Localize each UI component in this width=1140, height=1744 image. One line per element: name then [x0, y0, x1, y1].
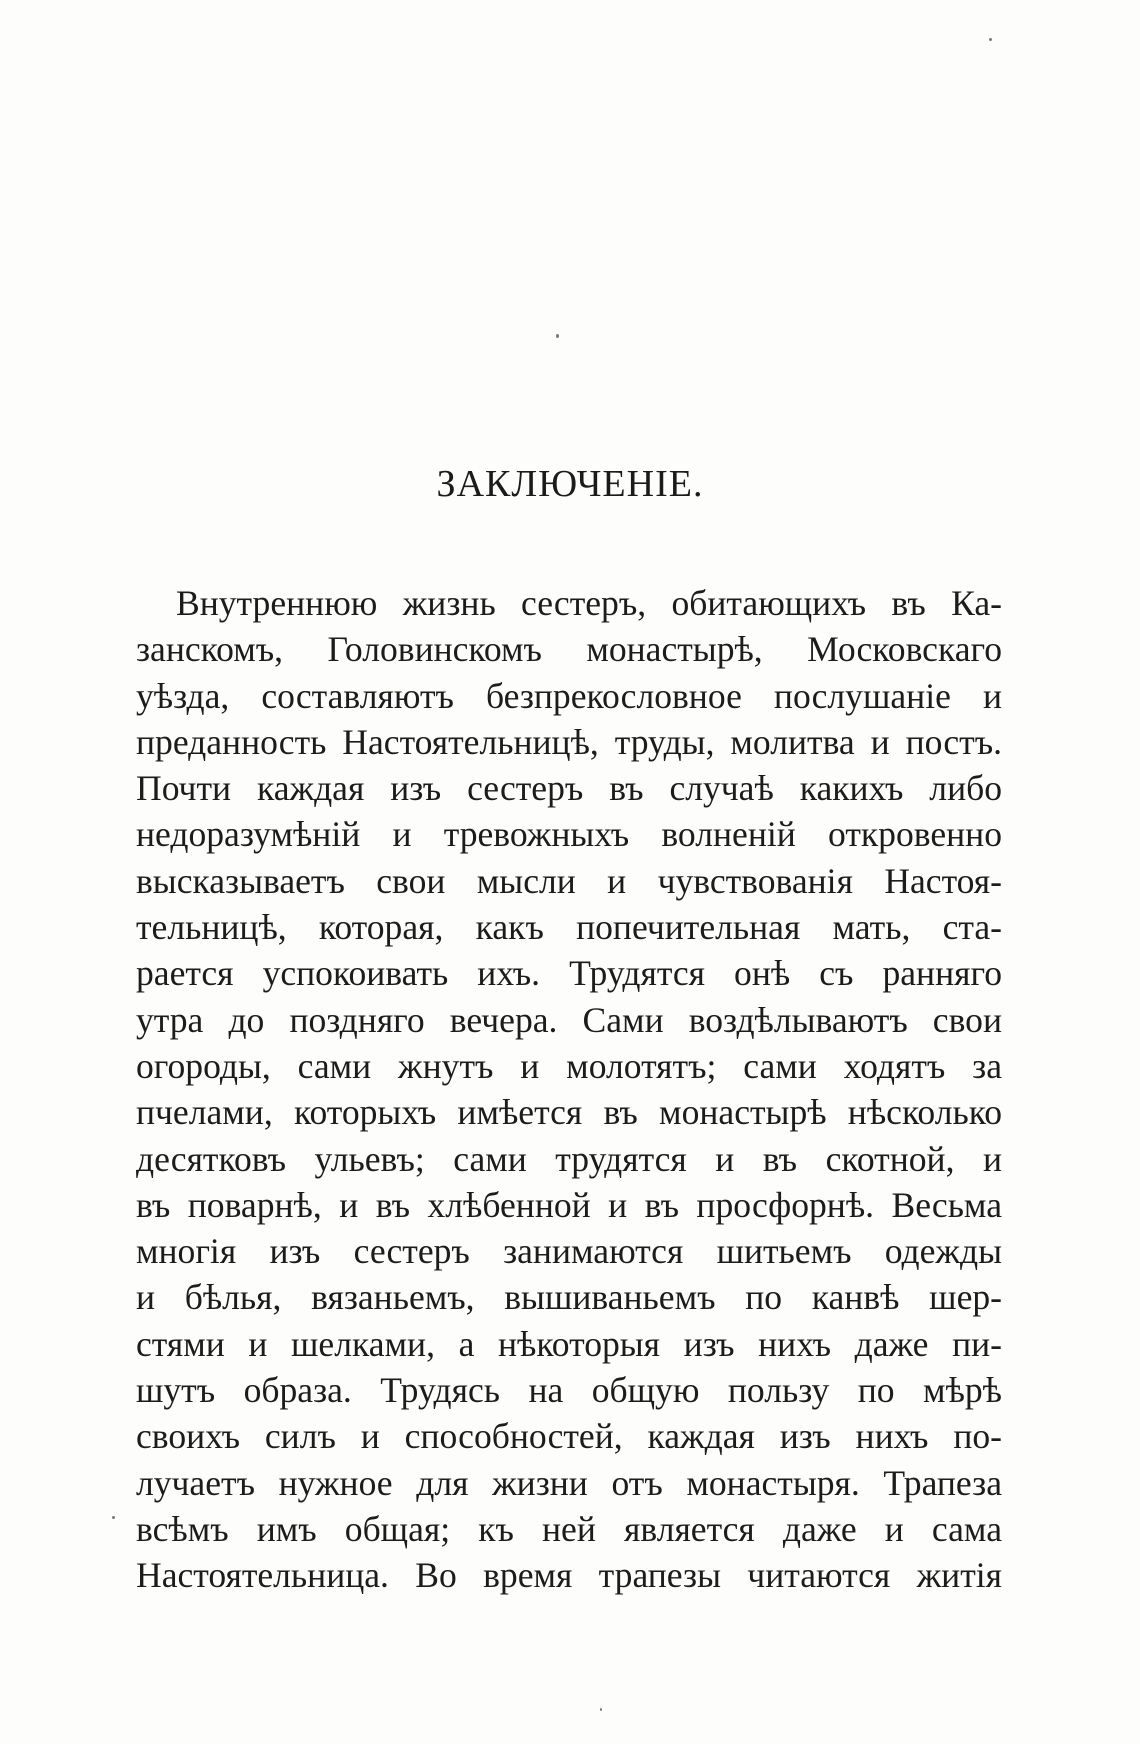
text-line: рается успокоивать ихъ. Трудятся онѣ съ ранняго [136, 953, 1002, 994]
text-line: Внутреннюю жизнь сестеръ, обитающихъ въ Ка- [176, 583, 1002, 623]
text-line: утра до поздняго вечера. Сами воздѣлываютъ свои [136, 999, 1002, 1040]
text-line: уѣзда, составляютъ безпрекословное послушаніе и [136, 675, 1002, 716]
text-line: недоразумѣній и тревожныхъ волненій откровенно [136, 814, 1002, 855]
text-line: всѣмъ имъ общая; къ ней является даже и сама [136, 1508, 1002, 1549]
text-line: высказываетъ свои мысли и чувствованія Настоя- [136, 860, 1002, 901]
text-line: Настоятельница. Во время трапезы читаются житія [136, 1555, 1002, 1596]
text-line: своихъ силъ и способностей, каждая изъ нихъ по- [136, 1416, 1002, 1457]
chapter-heading: ЗАКЛЮЧЕНІЕ. [436, 463, 704, 505]
text-line: пчелами, которыхъ имѣется въ монастырѣ нѣсколько [136, 1092, 1002, 1133]
scan-speck [989, 38, 992, 41]
body-text [136, 580, 1002, 1599]
text-line: десятковъ ульевъ; сами трудятся и въ скотной, и [136, 1138, 1002, 1179]
text-line: лучаетъ нужное для жизни отъ монастыря. Трапеза [136, 1462, 1002, 1503]
text-line: тельницѣ, которая, какъ попечительная мать, ста- [136, 907, 1002, 948]
text-line: многія изъ сестеръ занимаются шитьемъ одежды [136, 1231, 1002, 1272]
text-line: занскомъ, Головинскомъ монастырѣ, Московскаго [136, 629, 1002, 670]
text-line: стями и шелками, а нѣкоторыя изъ нихъ даже пи- [136, 1323, 1002, 1364]
scan-speck [556, 334, 559, 338]
scan-speck [600, 1708, 602, 1711]
text-line: шутъ образа. Трудясь на общую пользу по мѣрѣ [136, 1370, 1002, 1411]
scan-speck [112, 1516, 115, 1519]
text-line: преданность Настоятельницѣ, труды, молитва и постъ. [136, 721, 1002, 762]
text-line: въ поварнѣ, и въ хлѣбенной и въ просфорнѣ. Весьма [136, 1184, 1002, 1225]
text-line: и бѣлья, вязаньемъ, вышиваньемъ по канвѣ шер- [136, 1277, 1002, 1318]
text-line: огороды, сами жнутъ и молотятъ; сами ходятъ за [136, 1045, 1002, 1086]
text-line: Почти каждая изъ сестеръ въ случаѣ какихъ либо [136, 768, 1002, 809]
